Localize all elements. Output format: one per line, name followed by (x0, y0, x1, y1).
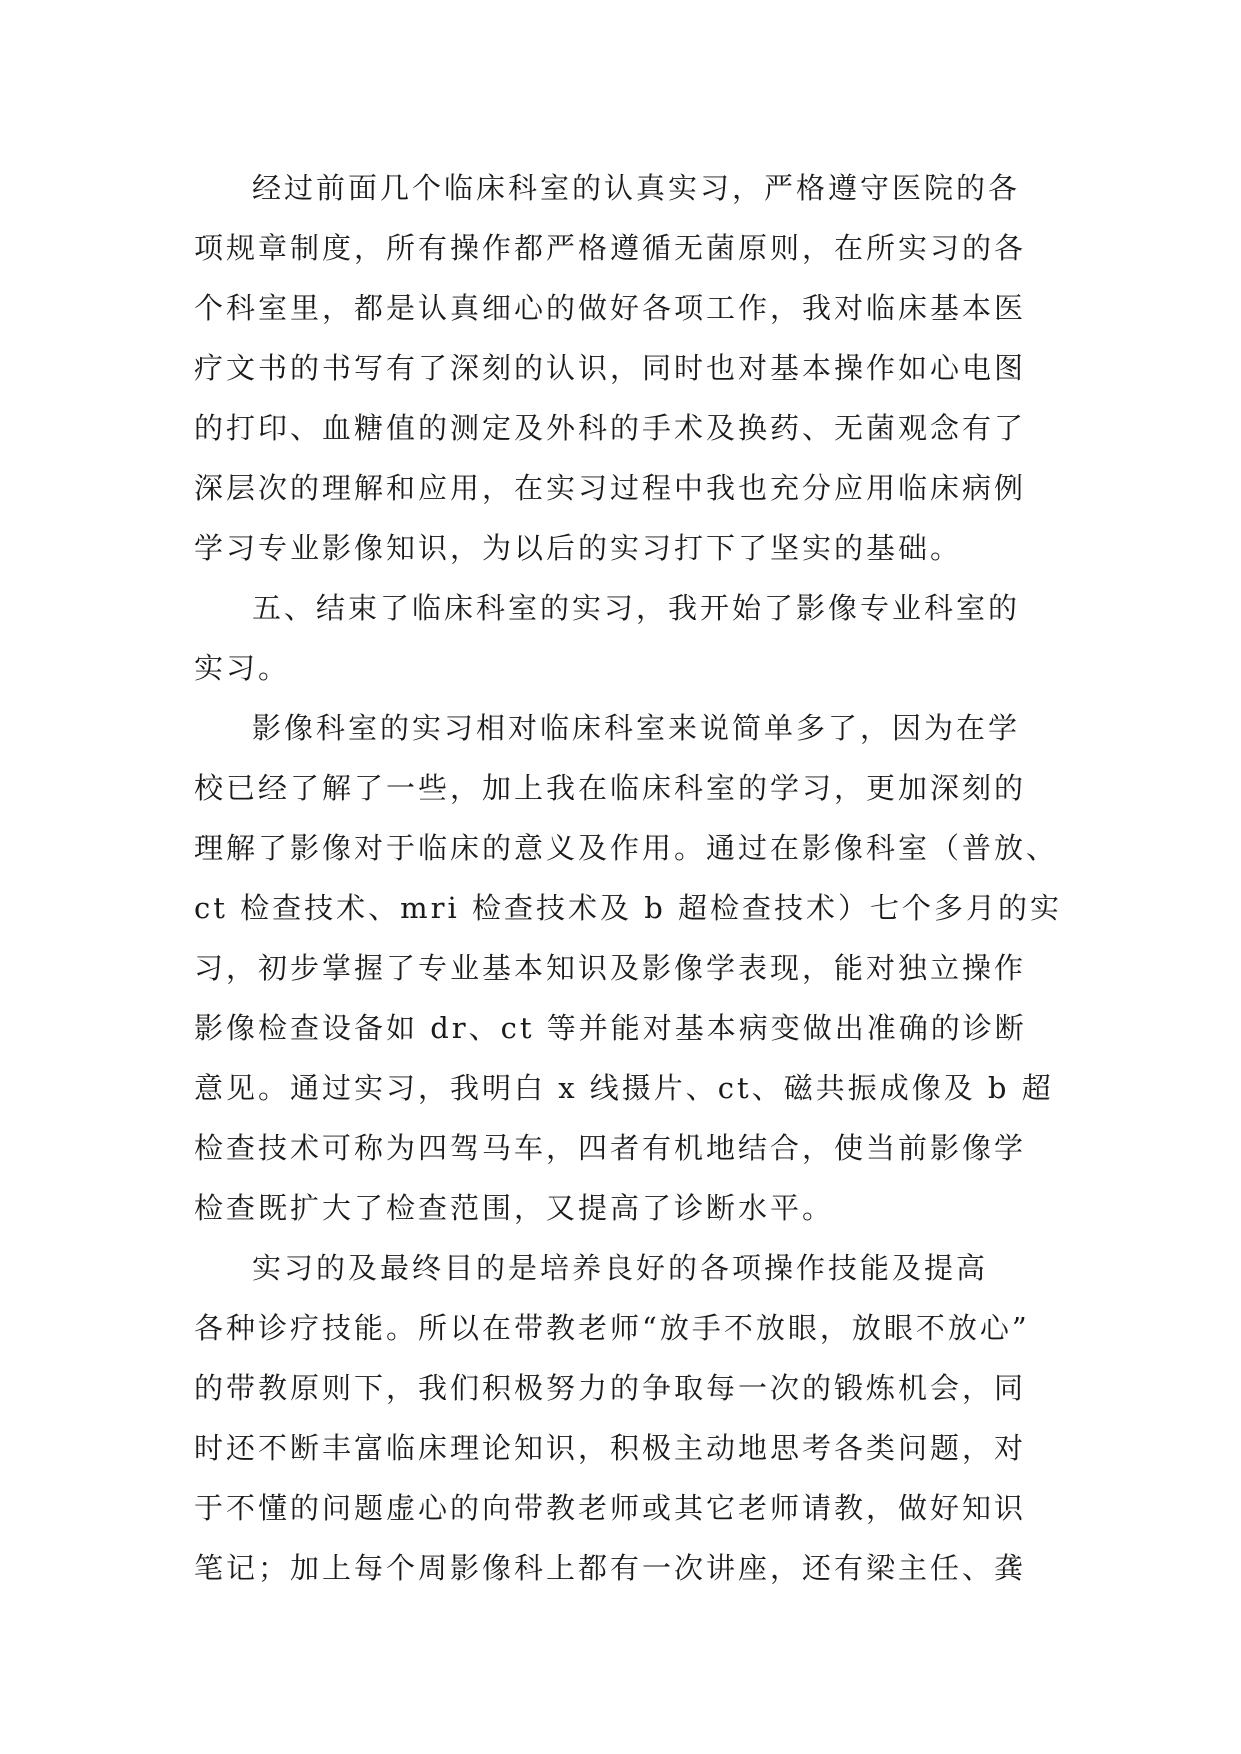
text-line: 于不懂的问题虚心的向带教老师或其它老师请教，做好知识 (194, 1491, 1027, 1525)
text-line: 校已经了解了一些，加上我在临床科室的学习，更加深刻的 (194, 771, 1027, 805)
paragraph-section-five-heading (194, 578, 1054, 698)
text-line: 项规章制度，所有操作都严格遵循无菌原则，在所实习的各 (194, 231, 1027, 265)
text-line: 实习的及最终目的是培养良好的各项操作技能及提高 (252, 1251, 989, 1285)
text-line: 疗文书的书写有了深刻的认识，同时也对基本操作如心电图 (194, 351, 1027, 385)
text-line: 的带教原则下，我们积极努力的争取每一次的锻炼机会，同 (194, 1371, 1027, 1405)
paragraph-clinical-internship-summary (194, 158, 1054, 578)
text-line: 检查技术可称为四驾马车，四者有机地结合，使当前影像学 (194, 1131, 1027, 1165)
text-line: 实习。 (194, 651, 291, 685)
text-line: ct 检查技术、mri 检查技术及 b 超检查技术）七个多月的实 (194, 891, 1062, 925)
text-line: 笔记；加上每个周影像科上都有一次讲座，还有梁主任、龚 (194, 1551, 1027, 1585)
paragraph-internship-goals (194, 1238, 1054, 1598)
text-line: 经过前面几个临床科室的认真实习，严格遵守医院的各 (252, 171, 1021, 205)
text-line: 理解了影像对于临床的意义及作用。通过在影像科室（普放、 (194, 831, 1059, 865)
text-line: 五、结束了临床科室的实习，我开始了影像专业科室的 (252, 591, 1021, 625)
text-line: 检查既扩大了检查范围，又提高了诊断水平。 (194, 1191, 835, 1225)
text-line: 的打印、血糖值的测定及外科的手术及换药、无菌观念有了 (194, 411, 1027, 445)
text-line: 时还不断丰富临床理论知识，积极主动地思考各类问题，对 (194, 1431, 1027, 1465)
text-line: 学习专业影像知识，为以后的实习打下了坚实的基础。 (194, 531, 963, 565)
text-line: 影像科室的实习相对临床科室来说简单多了，因为在学 (252, 711, 1021, 745)
text-line: 个科室里，都是认真细心的做好各项工作，我对临床基本医 (194, 291, 1027, 325)
document-body (194, 158, 1062, 1598)
text-line: 各种诊疗技能。所以在带教老师“放手不放眼，放眼不放心” (194, 1311, 1030, 1345)
text-line: 影像检查设备如 dr、ct 等并能对基本病变做出准确的诊断 (194, 1011, 1027, 1045)
text-line: 深层次的理解和应用，在实习过程中我也充分应用临床病例 (194, 471, 1027, 505)
text-line: 习，初步掌握了专业基本知识及影像学表现，能对独立操作 (194, 951, 1027, 985)
text-line: 意见。通过实习，我明白 x 线摄片、ct、磁共振成像及 b 超 (194, 1071, 1054, 1105)
paragraph-imaging-department (194, 698, 1062, 1238)
